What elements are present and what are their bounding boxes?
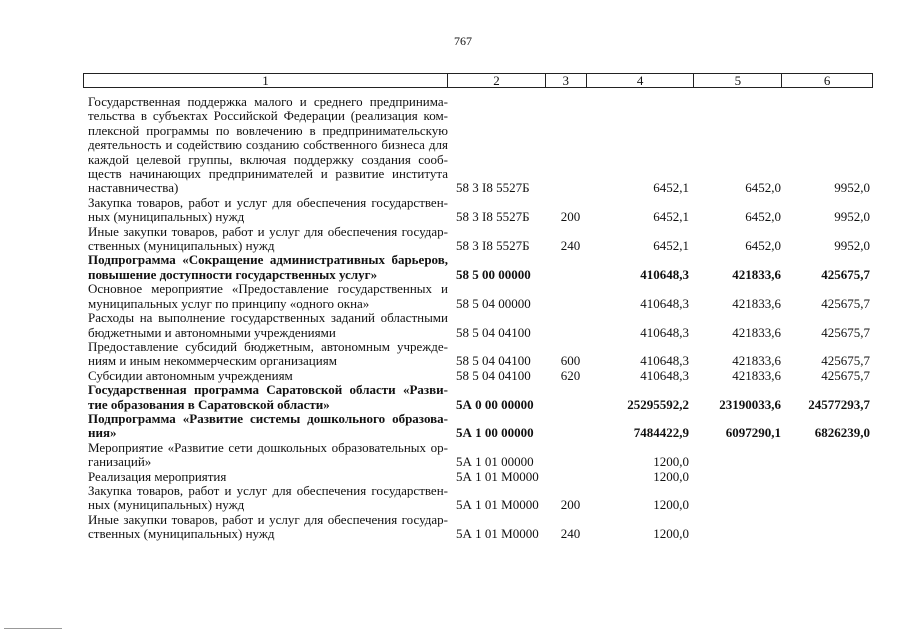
value-col-4: 410648,3 (640, 266, 689, 282)
description-line: ганизаций» (88, 454, 152, 470)
row-description (88, 340, 448, 369)
row-description (88, 484, 448, 513)
row-description (88, 282, 448, 311)
row-description (88, 95, 448, 196)
table-row (88, 383, 873, 412)
value-col-6: 425675,7 (821, 367, 870, 383)
row-description (88, 311, 448, 340)
description-line: ния» (88, 425, 117, 441)
value-col-6: 9952,0 (834, 238, 870, 254)
value-col-5: 421833,6 (732, 295, 781, 311)
target-code: 5А 1 01 М0000 (456, 526, 539, 542)
description-line: тельства в субъектах Российской Федерации (реализация ком- (88, 108, 448, 124)
description-line: Иные закупки товаров, работ и услуг для обеспечения государ- (88, 223, 448, 239)
expense-type: 240 (560, 238, 581, 254)
value-col-5: 6452,0 (745, 209, 781, 225)
table-row (88, 412, 873, 441)
value-col-5: 421833,6 (732, 324, 781, 340)
description-line: плексной программы по вовлечению в предпринимательскую (88, 122, 448, 138)
row-description (88, 441, 448, 470)
header-col-3: 3 (546, 74, 587, 87)
row-description (88, 253, 448, 282)
target-code: 58 5 04 04100 (456, 367, 531, 383)
description-line: Расходы на выполнение государственных заданий областными (88, 310, 448, 326)
value-col-4: 1200,0 (653, 468, 689, 484)
description-line: повышение доступности государственных услуг» (88, 266, 378, 282)
row-description (88, 412, 448, 441)
value-col-4: 6452,1 (653, 209, 689, 225)
table-row (88, 282, 873, 311)
table-row (88, 95, 873, 196)
target-code: 5А 1 01 М0000 (456, 497, 539, 513)
value-col-4: 410648,3 (640, 353, 689, 369)
expense-type: 200 (560, 497, 581, 513)
description-line: Государственная программа Саратовской области «Разви- (88, 382, 448, 398)
description-line: Предоставление субсидий бюджетным, автономным учрежде- (88, 338, 448, 354)
description-line: Субсидии автономным учреждениям (88, 367, 293, 383)
expense-type: 620 (560, 367, 581, 383)
row-description (88, 369, 448, 383)
table-row (88, 513, 873, 542)
description-line: ществ начинающих предпринимателей и развитие института (88, 166, 448, 182)
description-line: Мероприятие «Развитие сети дошкольных образовательных ор- (88, 439, 448, 455)
value-col-4: 6452,1 (653, 180, 689, 196)
row-description (88, 513, 448, 542)
description-line: Подпрограмма «Сокращение административных барьеров, (88, 252, 448, 268)
value-col-6: 9952,0 (834, 209, 870, 225)
row-description (88, 470, 448, 484)
value-col-6: 425675,7 (821, 295, 870, 311)
value-col-6: 9952,0 (834, 180, 870, 196)
value-col-5: 421833,6 (732, 353, 781, 369)
target-code: 58 5 04 00000 (456, 295, 531, 311)
value-col-6: 425675,7 (821, 353, 870, 369)
value-col-5: 6452,0 (745, 238, 781, 254)
header-col-5: 5 (694, 74, 782, 87)
description-line: Основное мероприятие «Предоставление государственных и (88, 281, 448, 297)
table-row (88, 369, 873, 383)
value-col-4: 1200,0 (653, 454, 689, 470)
row-description (88, 383, 448, 412)
expense-type: 600 (560, 353, 581, 369)
table-row (88, 196, 873, 225)
value-col-5: 421833,6 (732, 367, 781, 383)
description-line: Иные закупки товаров, работ и услуг для обеспечения государ- (88, 511, 448, 527)
table-row (88, 441, 873, 470)
value-col-4: 1200,0 (653, 497, 689, 513)
expense-type: 200 (560, 209, 581, 225)
target-code: 58 3 I8 5527Б (456, 238, 530, 254)
value-col-4: 7484422,9 (633, 425, 689, 441)
value-col-6: 6826239,0 (814, 425, 870, 441)
table-row (88, 470, 873, 484)
row-description (88, 196, 448, 225)
value-col-6: 425675,7 (821, 266, 870, 282)
value-col-6: 24577293,7 (808, 396, 870, 412)
expense-type: 240 (560, 526, 581, 542)
value-col-4: 6452,1 (653, 238, 689, 254)
description-line: ственных (муниципальных) нужд (88, 238, 275, 254)
table-row (88, 311, 873, 340)
description-line: Закупка товаров, работ и услуг для обеспечения государствен- (88, 482, 448, 498)
value-col-4: 410648,3 (640, 367, 689, 383)
table-row (88, 225, 873, 254)
row-description (88, 225, 448, 254)
target-code: 58 3 I8 5527Б (456, 180, 530, 196)
table-body (88, 95, 873, 542)
description-line: муниципальных услуг по принципу «одного окна» (88, 295, 370, 311)
table-row (88, 484, 873, 513)
description-line: Реализация мероприятия (88, 468, 227, 484)
description-line: Закупка товаров, работ и услуг для обеспечения государствен- (88, 194, 448, 210)
description-line: ных (муниципальных) нужд (88, 497, 245, 513)
header-col-1: 1 (84, 74, 448, 87)
description-line: каждой целевой группы, включая поддержку создания сооб- (88, 151, 448, 167)
target-code: 5А 1 01 00000 (456, 454, 534, 470)
header-col-6: 6 (823, 73, 831, 88)
value-col-5: 6097290,1 (725, 425, 781, 441)
value-col-4: 25295592,2 (627, 396, 689, 412)
description-line: Государственная поддержка малого и среднего предпринима- (88, 94, 448, 109)
description-line: ственных (муниципальных) нужд (88, 526, 275, 542)
table-header (83, 73, 873, 88)
target-code: 58 5 00 00000 (456, 266, 531, 282)
target-code: 58 3 I8 5527Б (456, 209, 530, 225)
value-col-4: 1200,0 (653, 526, 689, 542)
value-col-5: 6452,0 (745, 180, 781, 196)
scan-artifact-line (4, 628, 62, 629)
description-line: деятельность и содействию созданию собственного бизнеса для (88, 137, 448, 153)
target-code: 58 5 04 04100 (456, 324, 531, 340)
target-code: 5А 1 01 М0000 (456, 468, 539, 484)
description-line: ных (муниципальных) нужд (88, 209, 245, 225)
value-col-5: 23190033,6 (719, 396, 781, 412)
target-code: 58 5 04 04100 (456, 353, 531, 369)
description-line: бюджетными и автономными учреждениями (88, 324, 336, 340)
value-col-5: 421833,6 (732, 266, 781, 282)
description-line: наставничества) (88, 180, 179, 196)
target-code: 5А 1 00 00000 (456, 425, 534, 441)
value-col-4: 410648,3 (640, 324, 689, 340)
description-line: Подпрограмма «Развитие системы дошкольного образова- (88, 410, 448, 426)
value-col-4: 410648,3 (640, 295, 689, 311)
header-col-4: 4 (587, 74, 695, 87)
table-row (88, 253, 873, 282)
header-col-2: 2 (448, 74, 546, 87)
table-row (88, 340, 873, 369)
description-line: тие образования в Саратовской области» (88, 396, 330, 412)
target-code: 5А 0 00 00000 (456, 396, 534, 412)
page-number: 767 (454, 34, 472, 48)
value-col-6: 425675,7 (821, 324, 870, 340)
description-line: ниям и иным некоммерческим организациям (88, 353, 337, 369)
